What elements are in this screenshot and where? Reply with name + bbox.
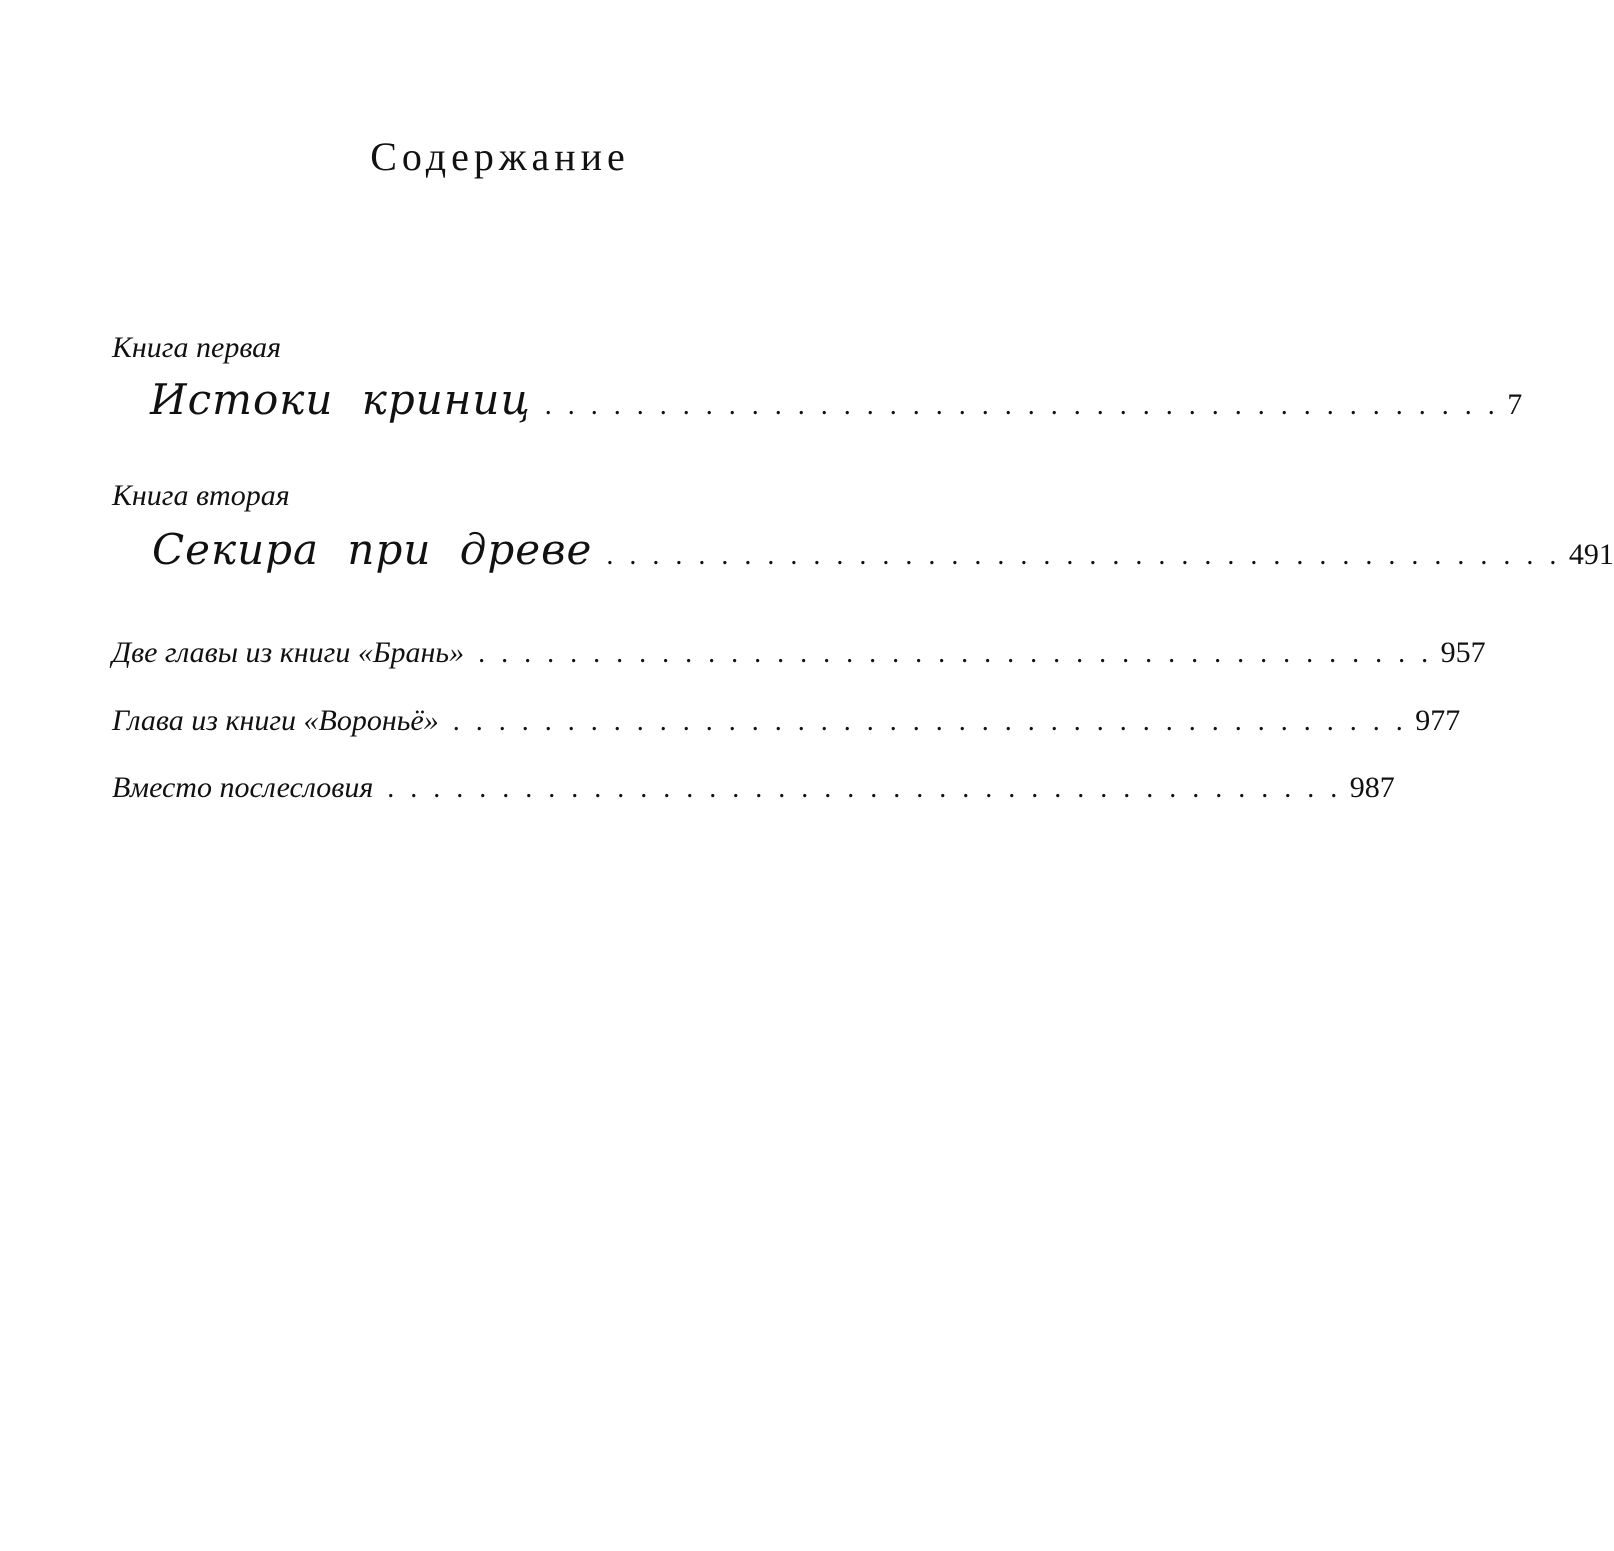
- entry-page-number: 977: [1415, 704, 1461, 737]
- toc-entry-book-one[interactable]: [150, 372, 1523, 428]
- dot-leader: . . . . . . . . . . . . . . . . . . . . . . . . . . . . . . . . . . . . . . . . . .: [606, 540, 1561, 571]
- book-one-title: Истоки криниц: [150, 375, 531, 424]
- book-two-page-number: 491: [1568, 538, 1614, 571]
- book-one-label: Книга первая: [112, 331, 282, 364]
- toc-entry[interactable]: [112, 701, 1461, 742]
- book-two-label: Книга вторая: [112, 479, 290, 512]
- entry-title: Глава из книги «Вороньё»: [112, 704, 439, 737]
- dot-leader: . . . . . . . . . . . . . . . . . . . . . . . . . . . . . . . . . . . . . . . . . .: [544, 390, 1500, 421]
- entry-title: Две главы из книги «Брань»: [112, 636, 465, 669]
- dot-leader: . . . . . . . . . . . . . . . . . . . . . . . . . . . . . . . . . . . . . . . . . .: [478, 638, 1433, 669]
- toc-entry[interactable]: [112, 633, 1486, 674]
- book-two-title: Секира при древе: [152, 525, 593, 574]
- dot-leader: . . . . . . . . . . . . . . . . . . . . . . . . . . . . . . . . . . . . . . . . . .: [452, 706, 1408, 737]
- toc-entry-book-two[interactable]: [152, 522, 1614, 578]
- page-title: Содержание: [370, 134, 630, 179]
- entry-page-number: 957: [1440, 636, 1486, 669]
- dot-leader: . . . . . . . . . . . . . . . . . . . . . . . . . . . . . . . . . . . . . . . . . .: [387, 773, 1342, 804]
- entry-title: Вместо послесловия: [112, 771, 374, 804]
- book-one-page-number: 7: [1507, 388, 1523, 421]
- entry-page-number: 987: [1349, 771, 1395, 804]
- toc-entry[interactable]: [112, 768, 1395, 809]
